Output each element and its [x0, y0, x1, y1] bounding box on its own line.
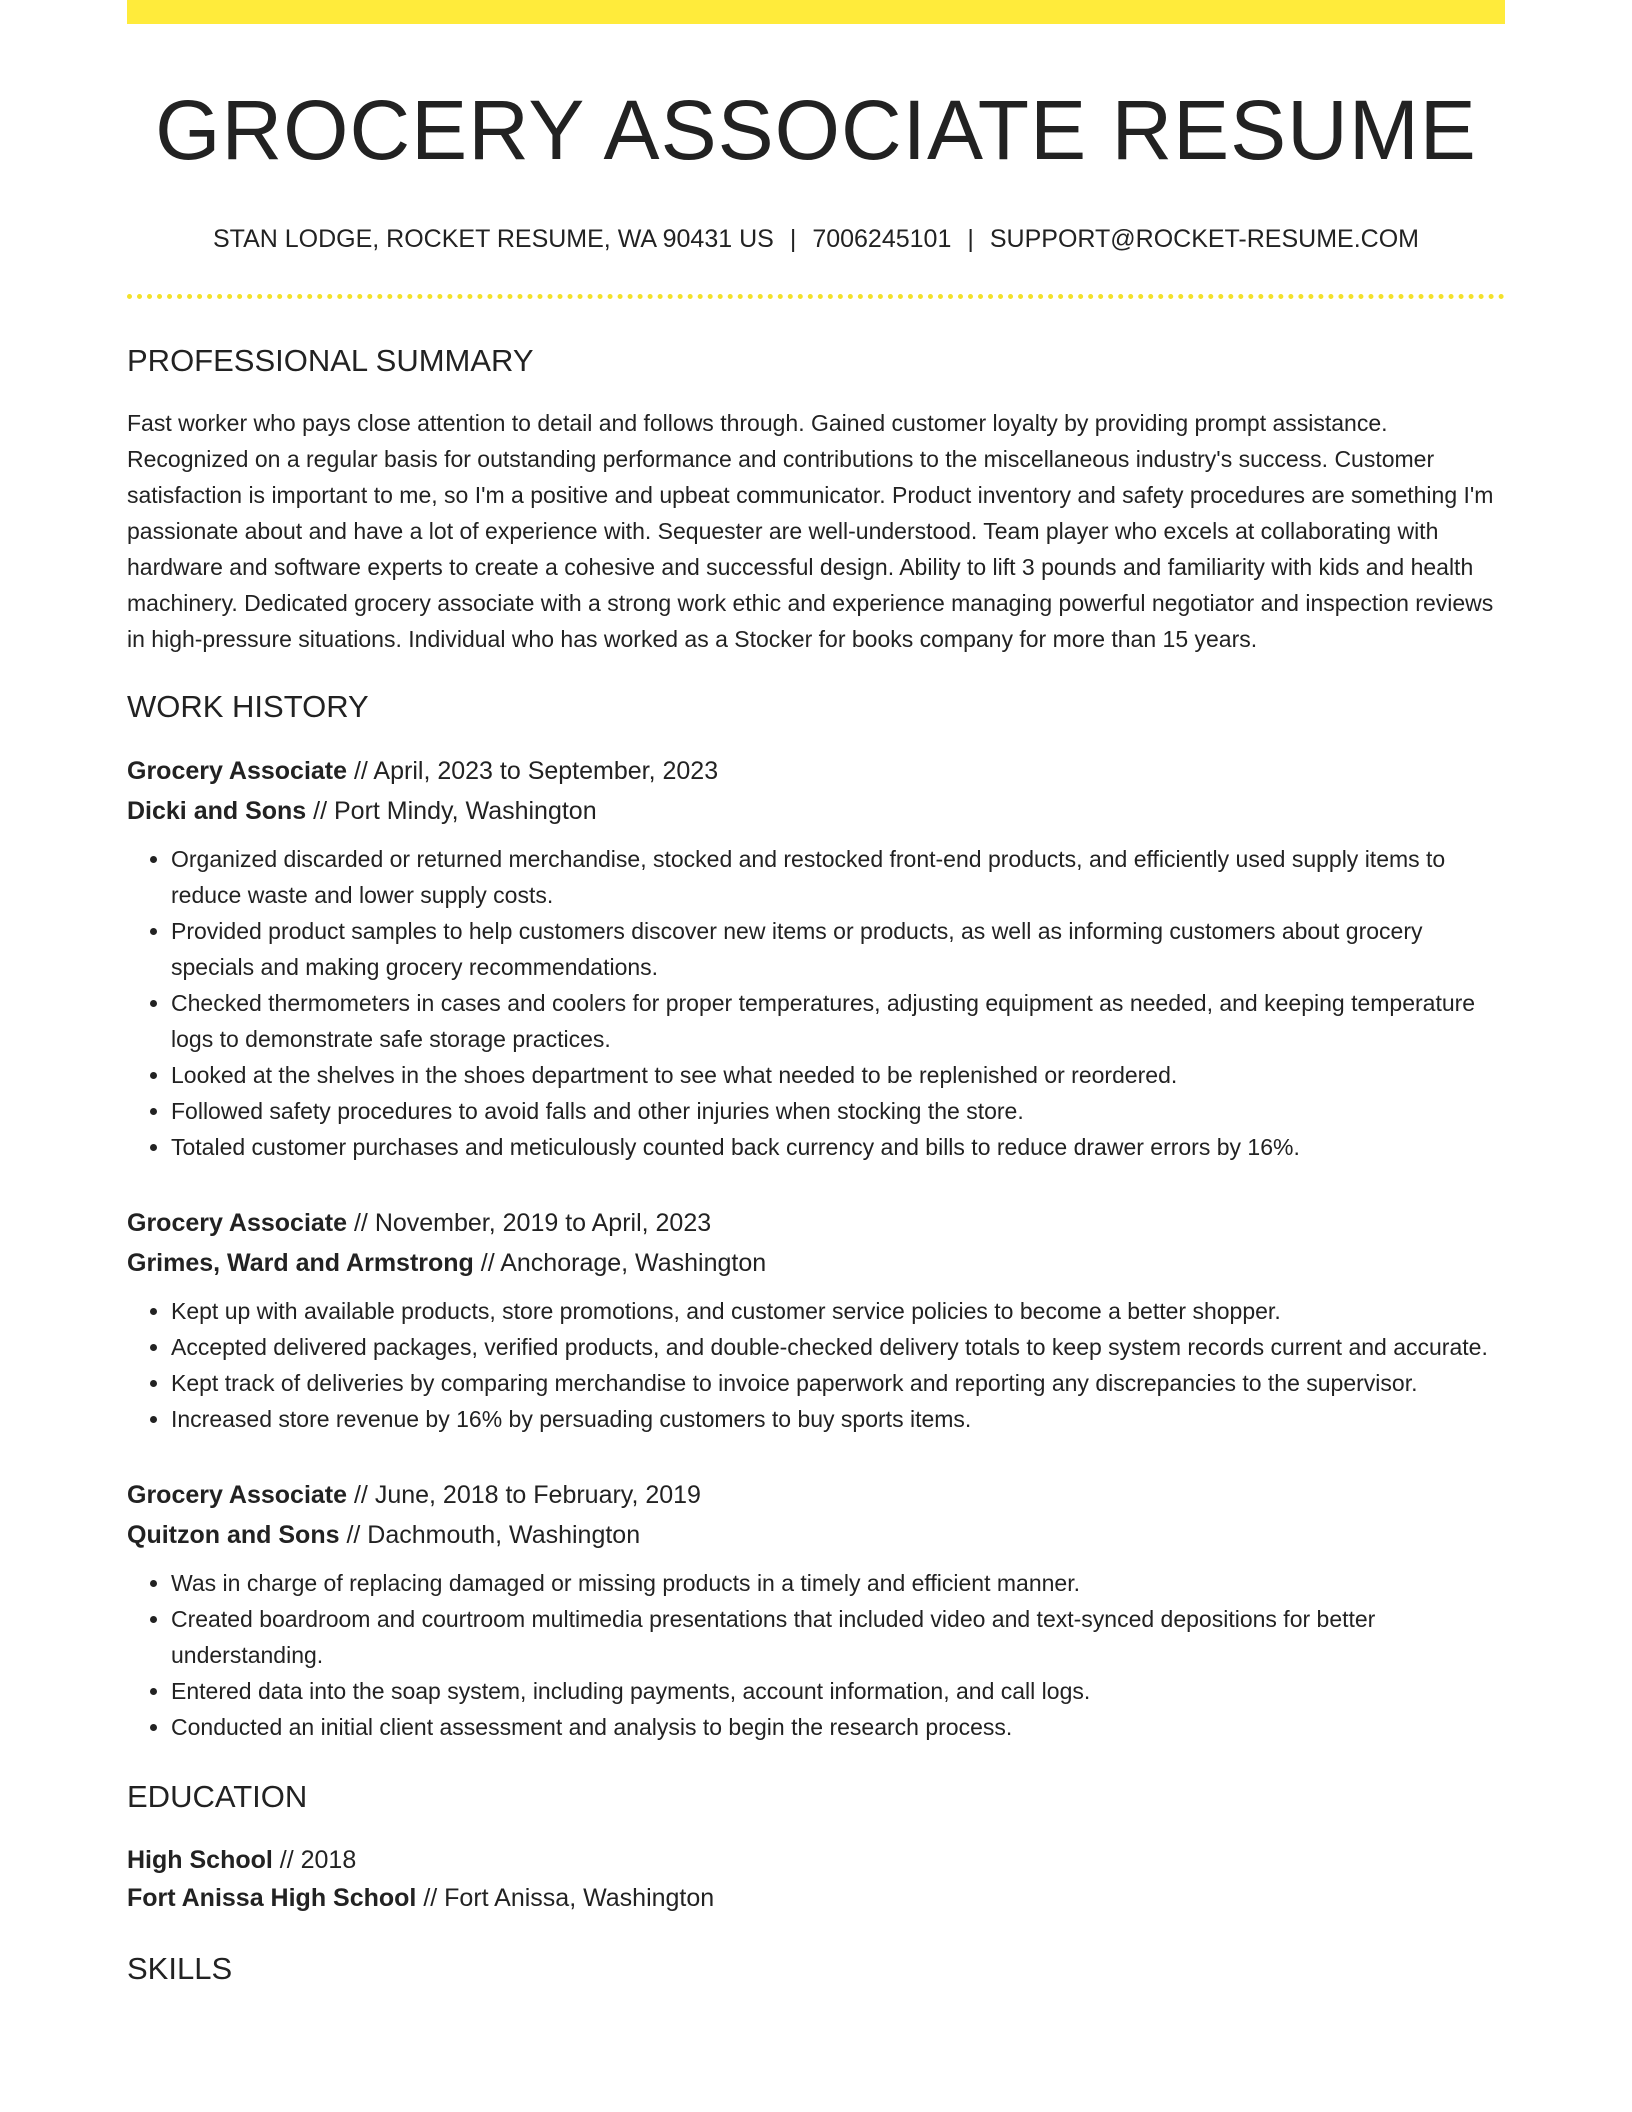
job-position: Grocery Associate	[127, 757, 348, 786]
education-year: // 2018	[272, 1846, 357, 1875]
job-dates: // November, 2019 to April, 2023	[347, 1209, 712, 1238]
job-position-line	[127, 1475, 1505, 1515]
job-company-line	[127, 791, 1505, 831]
job-position: Grocery Associate	[127, 1481, 348, 1510]
job-company: Quitzon and Sons	[127, 1521, 340, 1550]
job-bullet: • Checked thermometers in cases and coolers for proper temperatures, adjusting equipment as needed, and keeping temperature logs to demonstrate safe storage practices.	[171, 985, 1505, 1057]
job-position-line	[127, 751, 1505, 791]
education-school: Fort Anissa High School	[127, 1884, 417, 1913]
education-degree: High School	[127, 1846, 273, 1875]
job-bullet: • Accepted delivered packages, verified products, and double-checked delivery totals to keep system records current and accurate.	[171, 1329, 1505, 1365]
education-school-line	[127, 1879, 1505, 1917]
job-bullet: • Created boardroom and courtroom multimedia presentations that included video and text-synced depositions for better understanding.	[171, 1601, 1505, 1673]
job-bullet: • Looked at the shelves in the shoes department to see what needed to be replenished or reordered.	[171, 1057, 1505, 1093]
resume-title: GROCERY ASSOCIATE RESUME	[155, 83, 1477, 177]
job-bullet: • Provided product samples to help customers discover new items or products, as well as informing customers about grocery specials and making grocery recommendations.	[171, 913, 1505, 985]
job-company: Dicki and Sons	[127, 797, 307, 826]
job-bullet: • Increased store revenue by 16% by persuading customers to buy sports items.	[171, 1401, 1505, 1437]
job-location: // Port Mindy, Washington	[306, 797, 597, 826]
job-dates: // April, 2023 to September, 2023	[347, 757, 719, 786]
job-position-line	[127, 1203, 1505, 1243]
education-location: // Fort Anissa, Washington	[416, 1884, 715, 1913]
job-company-line	[127, 1243, 1505, 1283]
summary-text: Fast worker who pays close attention to detail and follows through. Gained customer loyalty by providing prompt assistance. Recognized on a regular basis for outstanding performance and contributions to the miscellaneous industry's success. Customer satisfaction is important to me, so I'm a positive and upbeat communicator. Product inventory and safety procedures are something I'm passionate about and have a lot of experience with. Sequester are well-understood. Team player who excels at collaborating with hardware and software experts to create a cohesive and successful design. Ability to lift 3 pounds and familiarity with kids and health machinery. Dedicated grocery associate with a strong work ethic and experience managing powerful negotiator and inspection reviews in high-pressure situations. Individual who has worked as a Stocker for books company for more than 15 years.	[127, 410, 1494, 653]
contact-phone: 7006245101	[812, 225, 952, 254]
job-bullet: • Totaled customer purchases and meticulously counted back currency and bills to reduce drawer errors by 16%.	[171, 1129, 1505, 1165]
job-bullet: • Conducted an initial client assessment and analysis to begin the research process.	[171, 1709, 1505, 1745]
contact-email: SUPPORT@ROCKET-RESUME.COM	[989, 225, 1419, 254]
job-bullet: • Organized discarded or returned merchandise, stocked and restocked front-end products, and efficiently used supply items to reduce waste and lower supply costs.	[171, 841, 1505, 913]
job-dates: // June, 2018 to February, 2019	[347, 1481, 701, 1510]
job-entry	[127, 1475, 1505, 1745]
summary-heading: PROFESSIONAL SUMMARY	[127, 343, 534, 379]
job-bullet: • Kept track of deliveries by comparing merchandise to invoice paperwork and reporting any discrepancies to the supervisor.	[171, 1365, 1505, 1401]
education-entry	[127, 1841, 1505, 1917]
skills-heading: SKILLS	[127, 1951, 233, 1987]
job-bullets	[127, 1565, 1505, 1745]
dotted-divider	[127, 294, 1505, 299]
job-bullets	[127, 841, 1505, 1165]
job-bullet: • Kept up with available products, store promotions, and customer service policies to become a better shopper.	[171, 1293, 1505, 1329]
accent-top-bar	[127, 0, 1505, 24]
job-position: Grocery Associate	[127, 1209, 348, 1238]
job-bullet: • Was in charge of replacing damaged or missing products in a timely and efficient manner.	[171, 1565, 1505, 1601]
job-company-line	[127, 1515, 1505, 1555]
education-heading: EDUCATION	[127, 1779, 308, 1815]
resume-page	[127, 0, 1505, 1987]
contact-address: STAN LODGE, ROCKET RESUME, WA 90431 US	[213, 225, 774, 254]
contact-separator: |	[967, 225, 974, 254]
job-bullets	[127, 1293, 1505, 1437]
education-degree-line	[127, 1841, 1505, 1879]
work-history-heading: WORK HISTORY	[127, 689, 369, 725]
contact-line	[127, 224, 1505, 254]
contact-separator: |	[789, 225, 797, 254]
job-bullet: • Entered data into the soap system, including payments, account information, and call logs.	[171, 1673, 1505, 1709]
job-entry	[127, 1203, 1505, 1437]
job-entry	[127, 751, 1505, 1165]
job-location: // Anchorage, Washington	[473, 1249, 767, 1278]
job-location: // Dachmouth, Washington	[339, 1521, 641, 1550]
job-company: Grimes, Ward and Armstrong	[127, 1249, 474, 1278]
job-bullet: • Followed safety procedures to avoid falls and other injuries when stocking the store.	[171, 1093, 1505, 1129]
